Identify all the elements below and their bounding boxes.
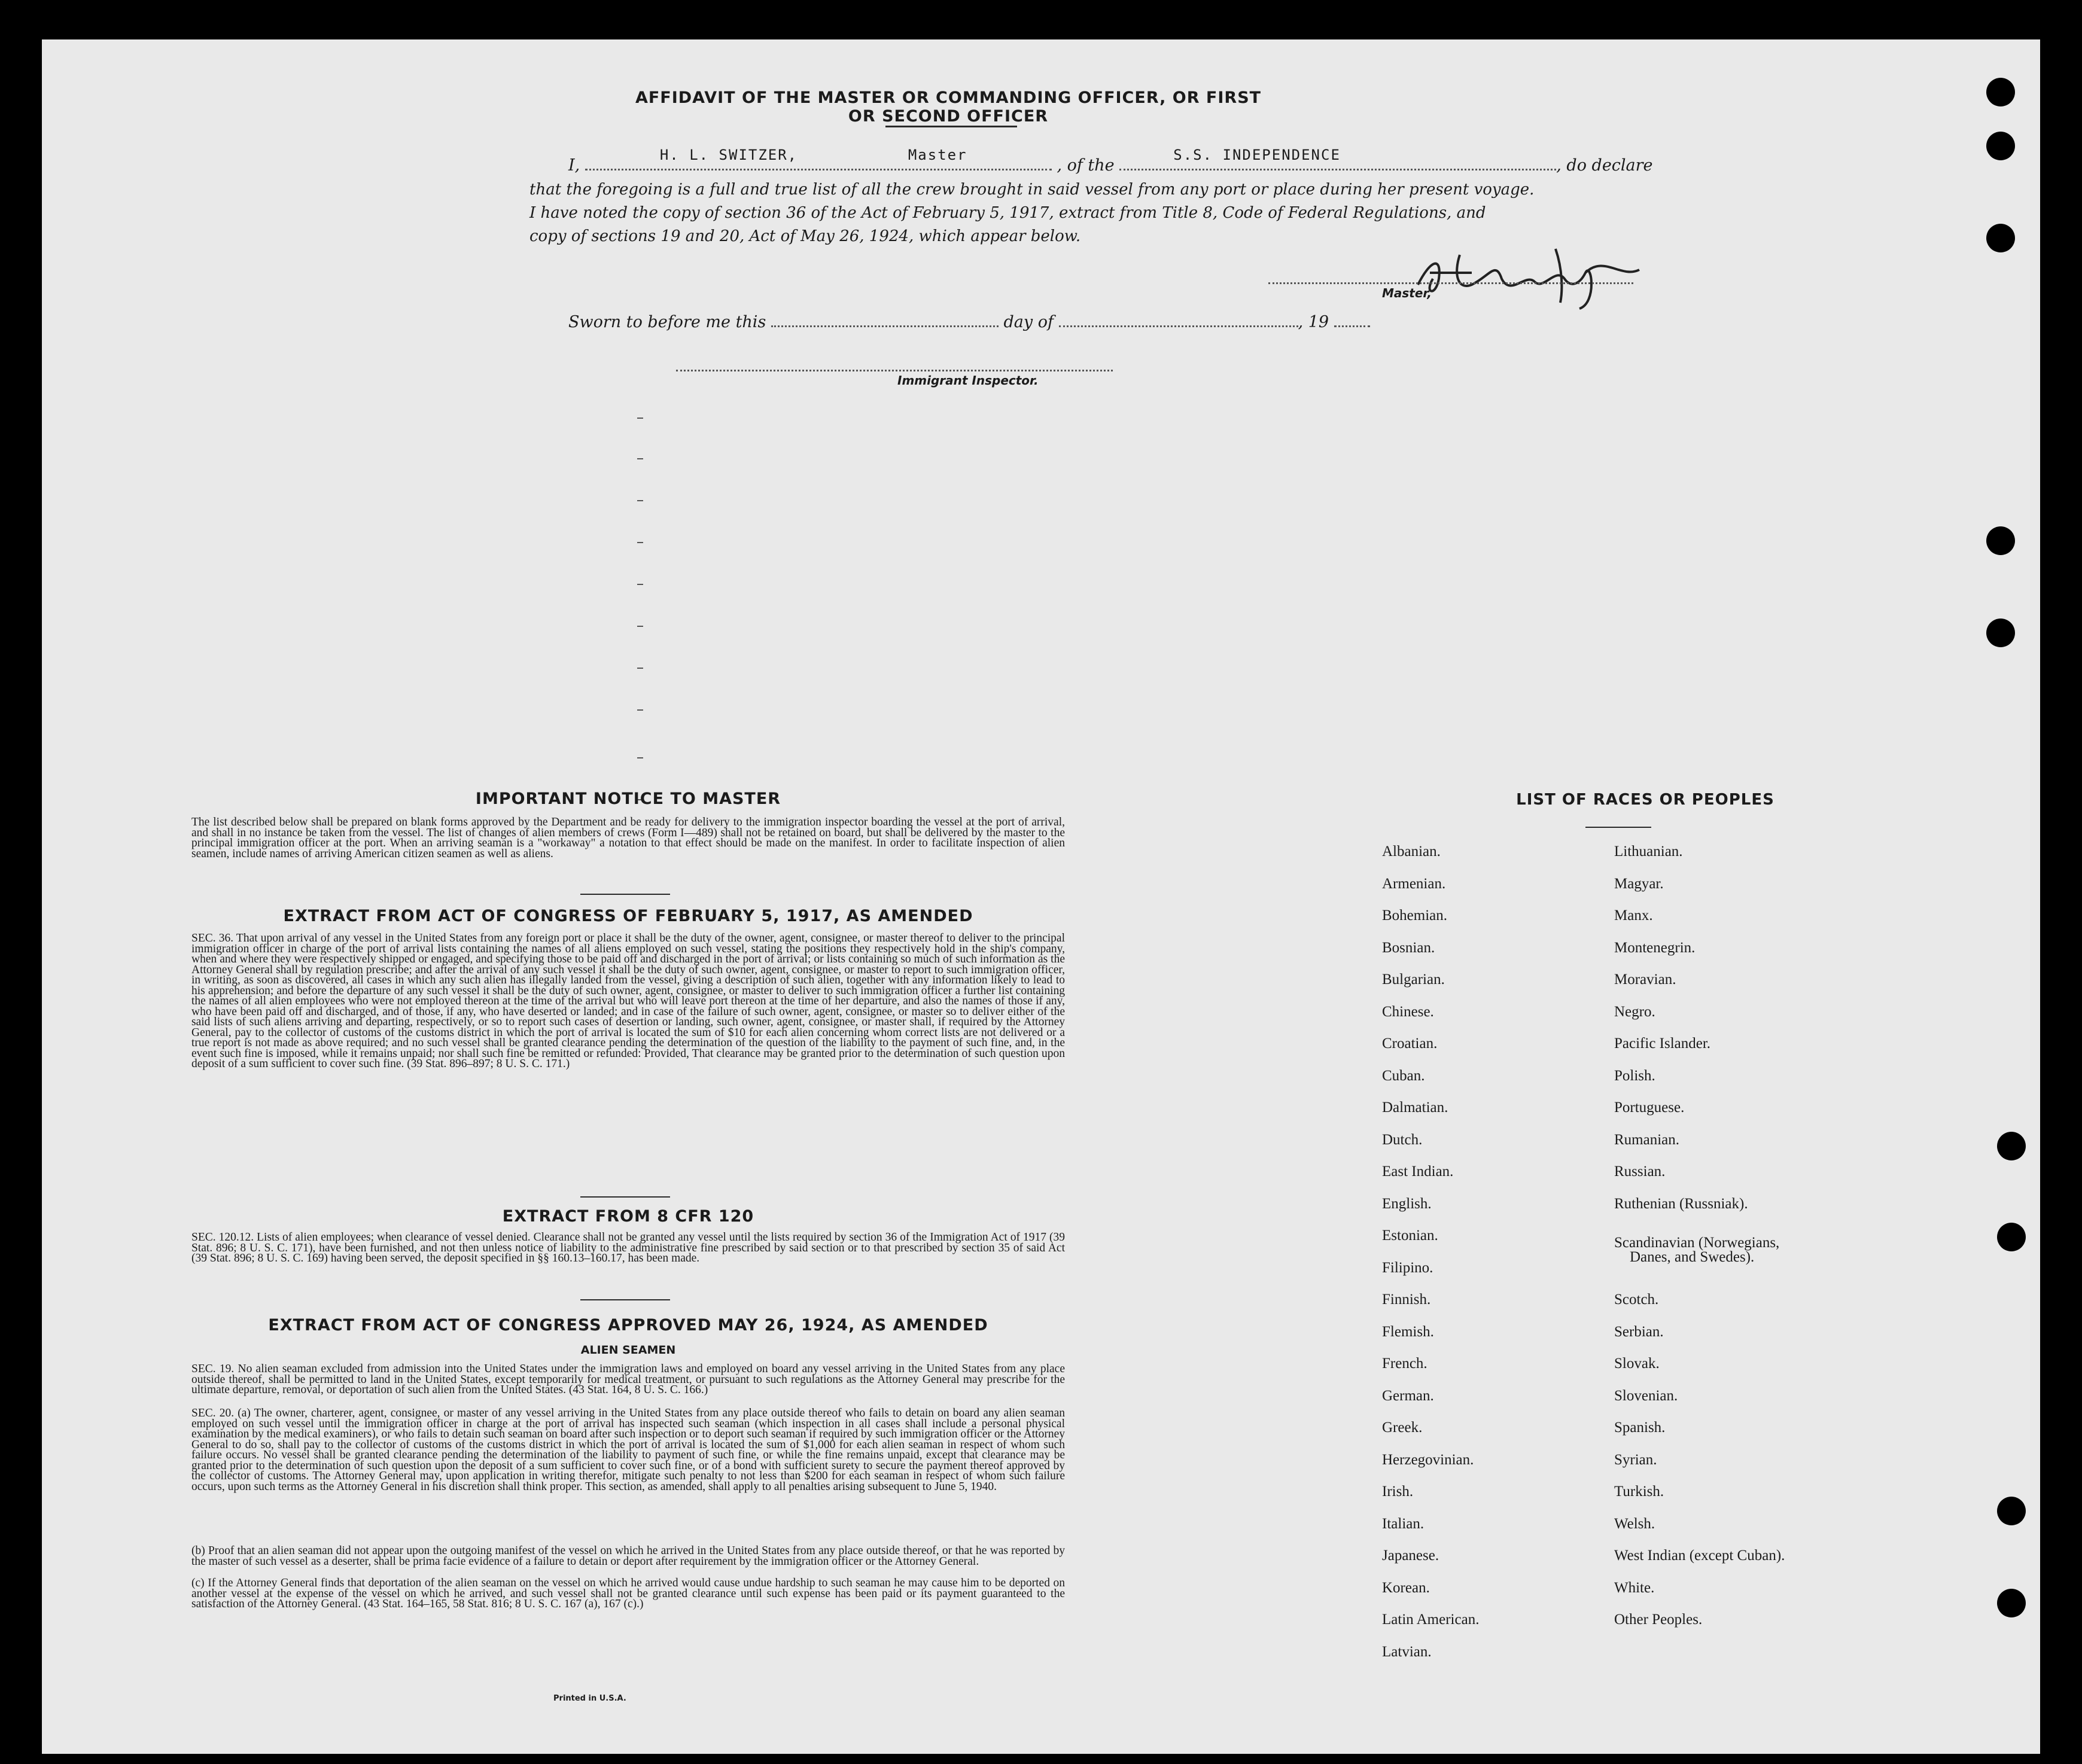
rank-value: Master	[908, 147, 967, 163]
race-item: Other Peoples.	[1614, 1611, 1703, 1628]
margin-tick	[637, 626, 643, 627]
race-item: English.	[1382, 1196, 1432, 1212]
master-signature	[1406, 237, 1687, 315]
punch-hole	[1986, 526, 2015, 555]
margin-tick	[637, 709, 643, 711]
alien-seamen-subtitle: ALIEN SEAMEN	[580, 1343, 676, 1357]
declaration-line-1	[568, 147, 1693, 178]
notice-title: IMPORTANT NOTICE TO MASTER	[475, 790, 781, 808]
race-item: Welsh.	[1614, 1516, 1655, 1532]
race-item: White.	[1614, 1580, 1655, 1596]
race-item: French.	[1382, 1355, 1427, 1372]
race-item: Slovak.	[1614, 1355, 1660, 1372]
margin-tick	[637, 668, 643, 669]
race-item: Rumanian.	[1614, 1132, 1680, 1148]
vessel-field	[1119, 147, 1556, 170]
extract-1924-body-3: (b) Proof that an alien seaman did not appear upon the outgoing manifest of the vessel on which he arrived in the United States from any place outside thereof, or that he was reported by the master of such vessel as a deserter, shall be prima facie evidence of a failure to detain or deport after requirement by the immigration officer or the Attorney General.	[191, 1544, 1065, 1568]
printed-in-usa: Printed in U.S.A.	[553, 1694, 626, 1703]
affidavit-title: AFFIDAVIT OF THE MASTER OR COMMANDING OFFICER, OR FIRST OR SECOND OFFICER	[635, 89, 1262, 126]
margin-tick	[637, 542, 643, 543]
race-item: Russian.	[1614, 1163, 1666, 1180]
punch-hole	[1997, 1589, 2026, 1617]
divider	[1585, 827, 1651, 828]
race-item: West Indian (except Cuban).	[1614, 1547, 1785, 1564]
race-item: Montenegrin.	[1614, 940, 1696, 956]
race-item: Herzegovinian.	[1382, 1452, 1474, 1468]
race-item: Portuguese.	[1614, 1099, 1685, 1116]
sworn-year-field	[1334, 325, 1370, 327]
do-declare-label: , do declare	[1556, 156, 1653, 175]
race-item: Armenian.	[1382, 876, 1446, 892]
race-item: Danes, and Swedes).	[1630, 1249, 1755, 1265]
race-item: Croatian.	[1382, 1035, 1438, 1052]
name-rank-field	[585, 147, 1052, 170]
notice-body: The list described below shall be prepared on blank forms approved by the Department and be ready for delivery to the immigration inspector boarding the vessel at the port of arrival, and shall in no instance be taken from the vessel. The list of changes of alien members of crews (Form I—489) shall not be retained on board, but shall be delivered by the master to the principal immigration officer at the port. When an arriving seaman is a "workaway" a notation to that effect should be made on the manifest. In order to facilitate inspection of alien seamen, include names of arriving American citizen seamen as well as aliens.	[191, 816, 1065, 860]
race-item: Slovenian.	[1614, 1388, 1678, 1404]
race-item: Ruthenian (Russniak).	[1614, 1196, 1748, 1212]
race-item: Albanian.	[1382, 843, 1441, 860]
race-item: Manx.	[1614, 907, 1653, 924]
day-of-label: day of	[1003, 313, 1054, 331]
race-item: Greek.	[1382, 1419, 1423, 1436]
race-item: Finnish.	[1382, 1291, 1431, 1308]
vessel-value: S.S. INDEPENDENCE	[1173, 147, 1341, 163]
title-underline	[885, 126, 1017, 127]
race-item: Bohemian.	[1382, 907, 1448, 924]
extract-cfr-title: EXTRACT FROM 8 CFR 120	[502, 1207, 754, 1226]
divider	[580, 1196, 670, 1198]
divider	[580, 894, 670, 895]
race-item: Bosnian.	[1382, 940, 1435, 956]
extract-1924-title: EXTRACT FROM ACT OF CONGRESS APPROVED MAY 26, 1924, AS AMENDED	[268, 1316, 988, 1335]
race-item: Bulgarian.	[1382, 971, 1445, 988]
race-item: Irish.	[1382, 1483, 1414, 1500]
margin-tick	[637, 418, 643, 419]
declaration-line-4: copy of sections 19 and 20, Act of May 26, 1924, which appear below.	[529, 227, 1081, 245]
sworn-month-field	[1059, 325, 1298, 327]
declaration-line-3: I have noted the copy of section 36 of the Act of February 5, 1917, extract from Title 8, Code of Federal Regulations, and	[529, 204, 1486, 222]
extract-1924-body-1: SEC. 19. No alien seaman excluded from admission into the United States under the immigration laws and employed on board any vessel arriving in the United States from any place outside thereof, shall be permitted to land in the United States, except temporarily for medical treatment, or pursuant to such regulations as the Attorney General may prescribe for the ultimate departure, removal, or deportation of such alien from the United States. (43 Stat. 164, 8 U. S. C. 166.)	[191, 1363, 1065, 1396]
sworn-day-field	[771, 325, 999, 327]
punch-hole	[1986, 132, 2015, 160]
race-item: Dalmatian.	[1382, 1099, 1448, 1116]
extract-cfr-body: SEC. 120.12. Lists of alien employees; when clearance of vessel denied. Clearance shall not be granted any vessel until the lists required by section 36 of the Immigration Act of 1917 (39 Stat. 896; 8 U. S. C. 171), have been furnished, and not then unless notice of liability to the administrative fine prescribed by said section or to that prescribed by section 35 of said Act (39 Stat. 896; 8 U. S. C. 169) having been served, the deposit specified in §§ 160.13–160.17, has been made.	[191, 1231, 1065, 1265]
race-item: Japanese.	[1382, 1547, 1439, 1564]
of-the-label: , of the	[1057, 156, 1115, 175]
race-item: Polish.	[1614, 1068, 1655, 1084]
extract-1917-body: SEC. 36. That upon arrival of any vessel in the United States from any foreign port or place it shall be the duty of the owner, agent, consignee, or master thereof to deliver to the principal immigration officer in charge of the port of arrival lists containing the names of all aliens employed on such vessel, stating the positions they respectively hold in the ship's company, when and where they were respectively shipped or engaged, and specifying those to be paid off and discharged in the port of arrival; or lists containing so much of such information as the Attorney General shall by regulation prescribe; and after the arrival of any such vessel it shall be the duty of such owner, agent, consignee, or master to report to such immigration officer, in writing, as soon as discovered, all cases in which any such alien has illegally landed from the vessel, giving a description of such alien, together with any information likely to lead to his apprehension; and before the departure of any such vessel it shall be the duty of such owner, agent, consignee, or master to deliver to such immigration officer a further list containing the names of all alien employees who were not employed thereon at the time of the arrival but who will leave port thereon at the time of her departure, and also the names of those if any, who have been paid off and discharged, and of those, if any, who have deserted or landed; and in case of the failure of such owner, agent, consignee, or master so to deliver either of the said lists of such aliens arriving and departing, respectively, or so to report such cases of desertion or landing, such owner, agent, consignee, or master shall, if required by the Attorney General, pay to the collector of customs of the customs district in which the port of arrival is located the sum of $10 for each alien concerning whom correct lists are not delivered or a true report is not made as above required; and no such vessel shall be granted clearance pending the determination of the question of the liability to the payment of such fine, and, in the event such fine is imposed, while it remains unpaid; nor shall such fine be remitted or refunded: Provided, That clearance may be granted prior to the determination of such question upon deposit of a sum sufficient to cover such fine. (39 Stat. 896–897; 8 U. S. C. 171.)	[191, 932, 1065, 1070]
races-title: LIST OF RACES OR PEOPLES	[1516, 791, 1774, 809]
race-item: German.	[1382, 1388, 1434, 1404]
inspector-line	[676, 370, 1113, 371]
race-item: Magyar.	[1614, 876, 1664, 892]
name-value: H. L. SWITZER,	[659, 147, 798, 163]
race-item: East Indian.	[1382, 1163, 1454, 1180]
margin-tick	[637, 458, 643, 459]
race-item: Latvian.	[1382, 1644, 1432, 1660]
divider	[580, 1299, 670, 1300]
margin-tick	[637, 757, 643, 758]
punch-hole	[1986, 224, 2015, 252]
race-item: Spanish.	[1614, 1419, 1666, 1436]
race-item: Latin American.	[1382, 1611, 1480, 1628]
punch-hole	[1986, 78, 2015, 106]
race-item: Flemish.	[1382, 1324, 1434, 1340]
race-item: Moravian.	[1614, 971, 1676, 988]
i-label: I,	[568, 156, 580, 175]
race-item: Lithuanian.	[1614, 843, 1683, 860]
race-item: Syrian.	[1614, 1452, 1657, 1468]
punch-hole	[1986, 619, 2015, 647]
margin-tick	[637, 500, 643, 501]
race-item: Dutch.	[1382, 1132, 1423, 1148]
punch-hole	[1997, 1497, 2026, 1525]
extract-1924-body-4: (c) If the Attorney General finds that deportation of the alien seaman on the vessel on which he arrived would cause undue hardship to such seaman he may cause him to be deported on another vessel at the expense of the vessel on which he arrived, and such vessel shall not be granted clearance until such expense has been paid or its payment guaranteed to the satisfaction of the Attorney General. (43 Stat. 164–165, 58 Stat. 816; 8 U. S. C. 167 (a), 167 (c).)	[191, 1577, 1065, 1610]
race-item: Scandinavian (Norwegians,	[1614, 1235, 1780, 1251]
declaration-line-2: that the foregoing is a full and true list of all the crew brought in said vessel from any port or place during her present voyage.	[529, 181, 1535, 199]
margin-tick	[637, 584, 643, 585]
signature-line	[1268, 282, 1633, 284]
race-item: Estonian.	[1382, 1227, 1438, 1244]
punch-hole	[1997, 1223, 2026, 1251]
race-item: Scotch.	[1614, 1291, 1659, 1308]
extract-1917-title: EXTRACT FROM ACT OF CONGRESS OF FEBRUARY 5, 1917, AS AMENDED	[283, 907, 973, 925]
race-item: Cuban.	[1382, 1068, 1425, 1084]
race-item: Serbian.	[1614, 1324, 1664, 1340]
race-item: Korean.	[1382, 1580, 1430, 1596]
year-label: , 19	[1298, 313, 1329, 331]
extract-1924-body-2: SEC. 20. (a) The owner, charterer, agent, consignee, or master of any vessel arriving in the United States from any place outside thereof who fails to detain on board any alien seaman employed on such vessel until the immigration officer in charge at the port of arrival has inspected such seaman (which inspection in all cases shall include a personal physical examination by the medical examiners), or who fails to detain such seaman on board after such inspection or to deport such seaman if required by such immigration officer or the Attorney General to do so, shall pay to the collector of customs of the customs district in which the port of arrival is located the sum of $1,000 for each alien seaman in respect of whom such failure occurs. No vessel shall be granted clearance pending the determination of the liability to payment of such fine, or while the fine remains unpaid, except that clearance may be granted prior to the determination of such question upon the deposit of a sum sufficient to cover such fine, or of a bond with sufficient surety to secure the payment thereof approved by the collector of customs. The Attorney General may, upon application in writing therefor, mitigate such penalty to not less than $200 for each seaman in respect of whom such failure occurs, upon such terms as the Attorney General in his discretion shall think proper. This section, as amended, shall apply to all penalties arising subsequent to June 5, 1940.	[191, 1407, 1065, 1493]
race-item: Pacific Islander.	[1614, 1035, 1711, 1052]
inspector-label: Immigrant Inspector.	[897, 373, 1039, 388]
punch-hole	[1997, 1132, 2026, 1160]
race-item: Negro.	[1614, 1004, 1655, 1020]
race-item: Turkish.	[1614, 1483, 1664, 1500]
race-item: Italian.	[1382, 1516, 1424, 1532]
race-item: Chinese.	[1382, 1004, 1434, 1020]
signature-caption: Master,	[1382, 286, 1432, 300]
sworn-label: Sworn to before me this	[568, 313, 766, 331]
sworn-line	[568, 310, 1466, 334]
document-page	[42, 39, 2040, 1754]
race-item: Filipino.	[1382, 1260, 1433, 1276]
